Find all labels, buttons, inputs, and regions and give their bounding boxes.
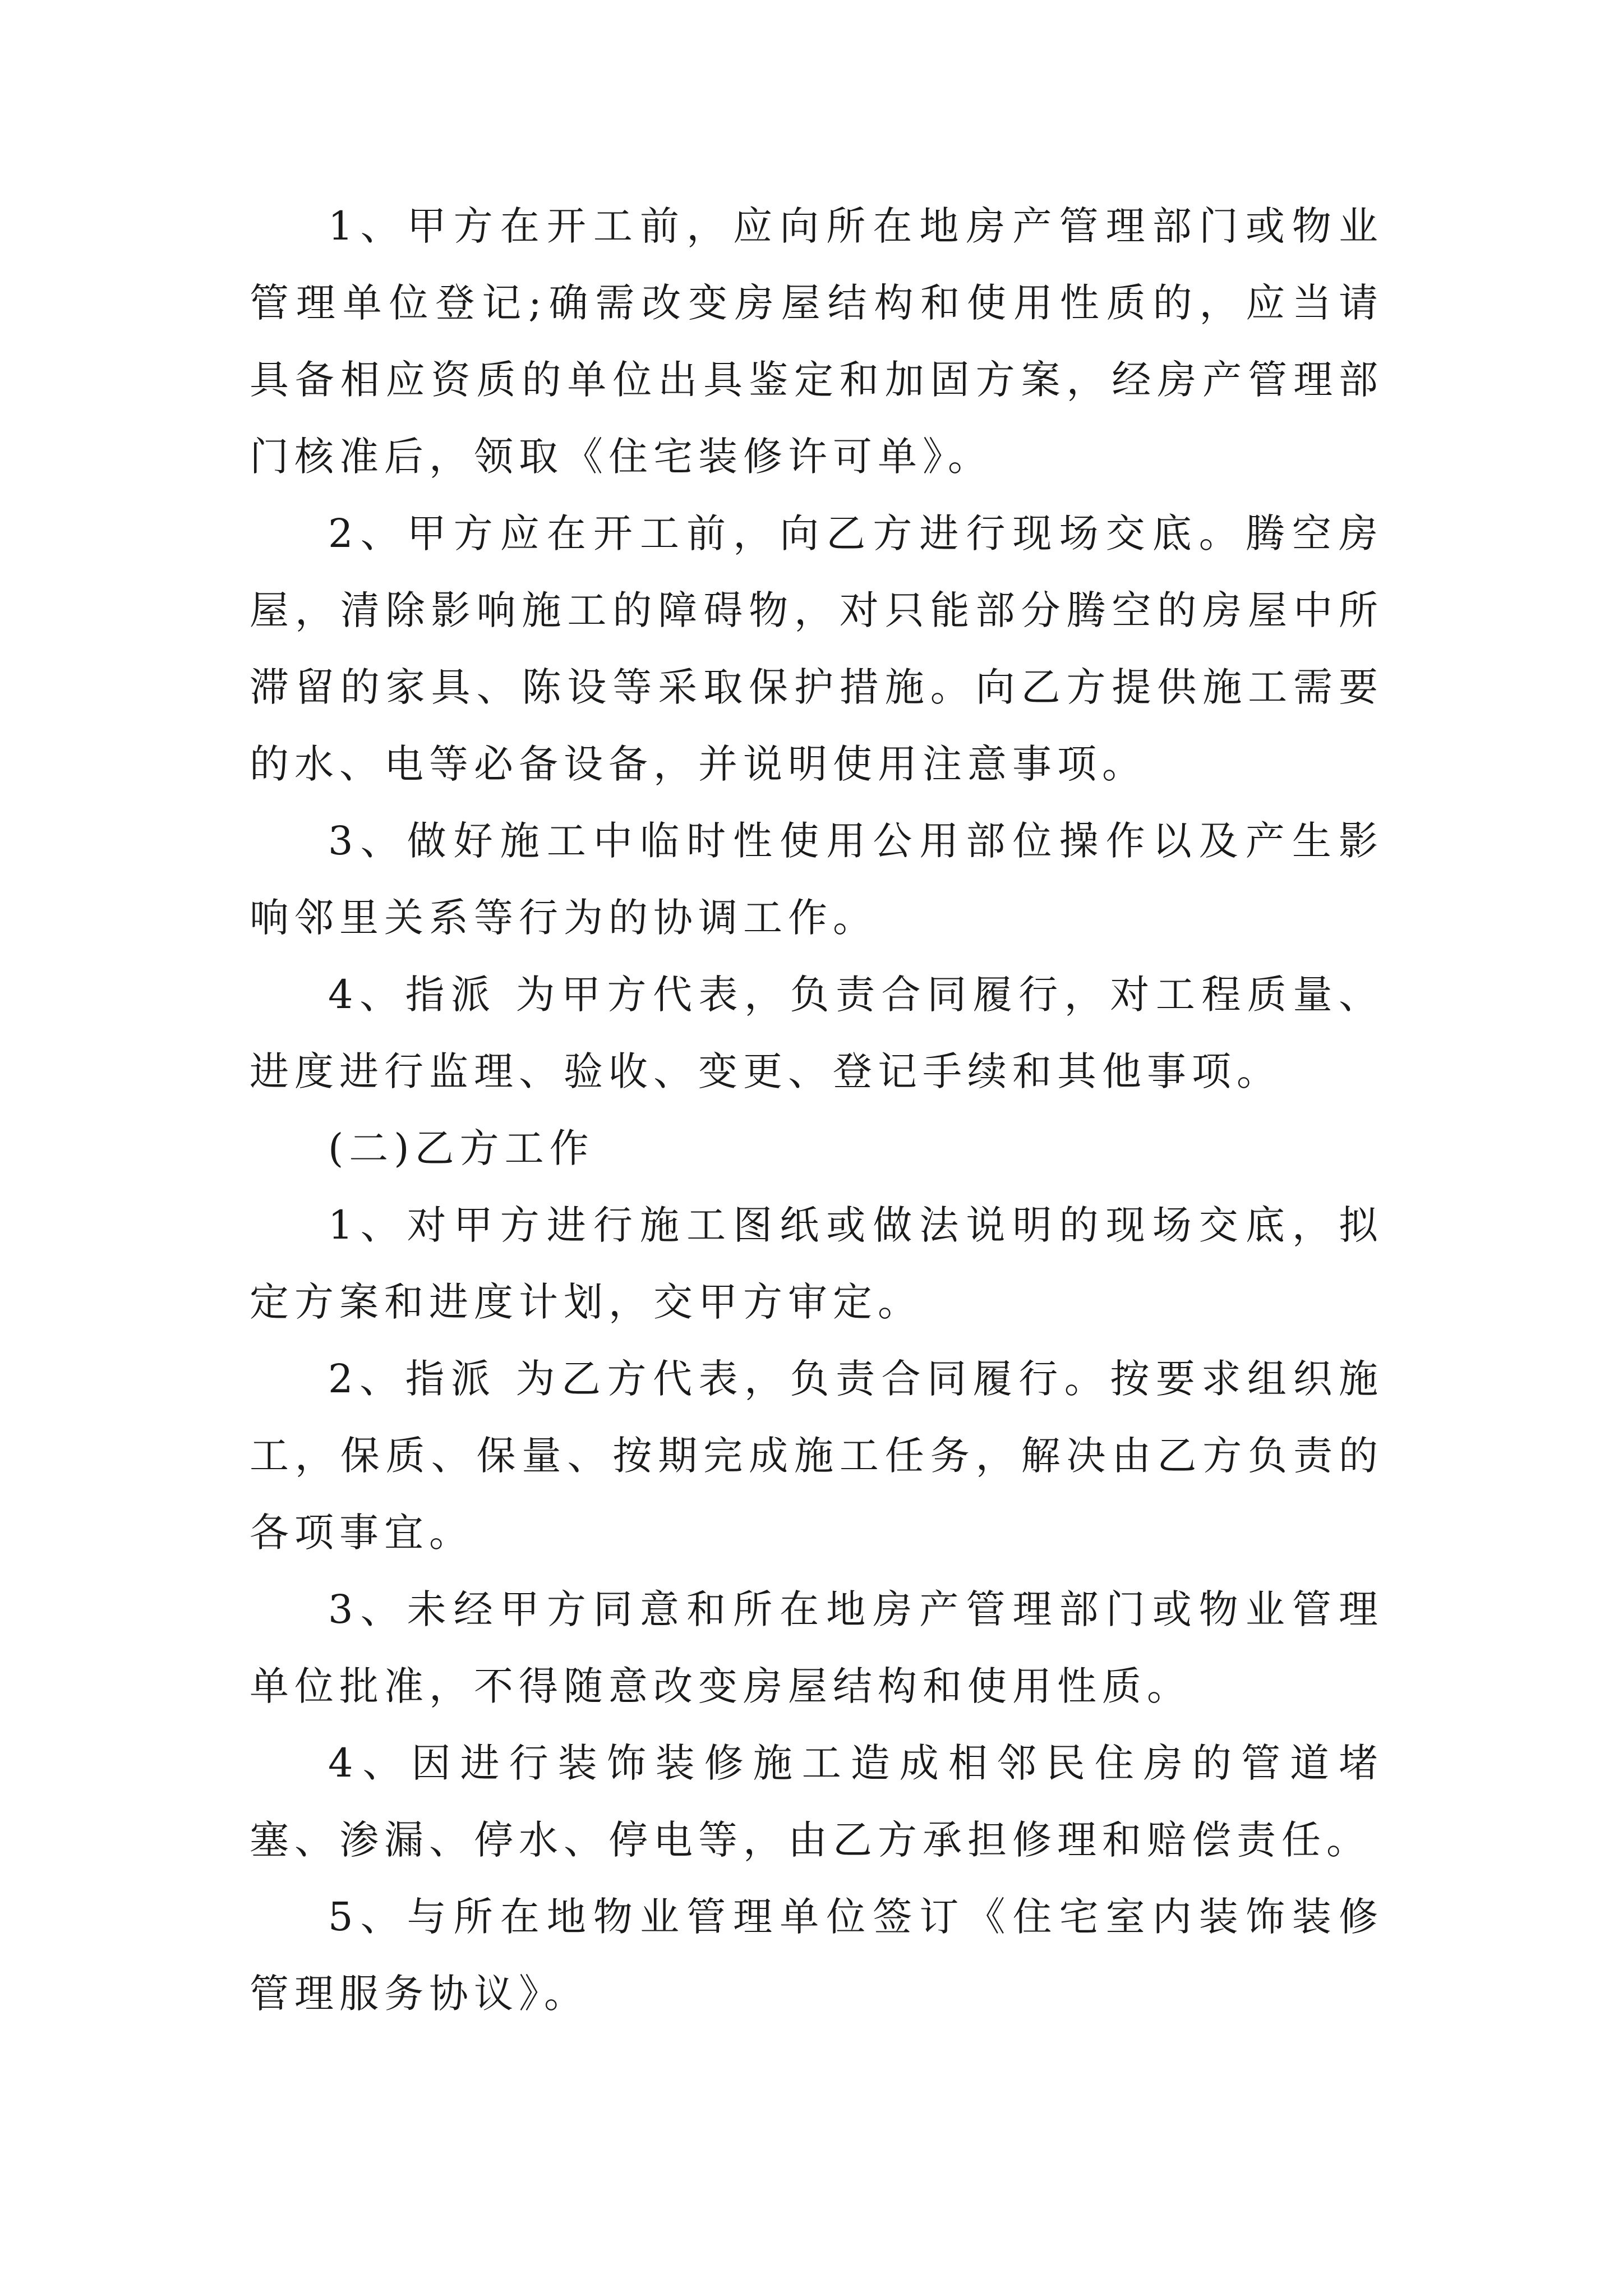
- paragraph-party-a-2: 2、甲方应在开工前，向乙方进行现场交底。腾空房屋，清除影响施工的障碍物，对只能部分腾空的房屋中所滞留的家具、陈设等采取保护措施。向乙方提供施工需要的水、电等必备设备，并说明使用注意事项。: [250, 510, 1384, 787]
- paragraph-party-a-1: 1、甲方在开工前，应向所在地房产管理部门或物业管理单位登记;确需改变房屋结构和使用性质的，应当请具备相应资质的单位出具鉴定和加固方案，经房产管理部门核准后，领取《住宅装修许可单》。: [250, 203, 1384, 480]
- paragraph-party-b-1: 1、对甲方进行施工图纸或做法说明的现场交底，拟定方案和进度计划，交甲方审定。: [250, 1202, 1384, 1325]
- paragraph-party-b-3: 3、未经甲方同意和所在地房产管理部门或物业管理单位批准，不得随意改变房屋结构和使用性质。: [250, 1586, 1384, 1709]
- paragraph-party-b-4: 4、因进行装饰装修施工造成相邻民住房的管道堵塞、渗漏、停水、停电等，由乙方承担修理和赔偿责任。: [250, 1740, 1384, 1863]
- paragraph-party-b-2: 2、指派 为乙方代表，负责合同履行。按要求组织施工，保质、保量、按期完成施工任务，解决由乙方负责的各项事宜。: [250, 1356, 1384, 1556]
- paragraph-party-a-4: 4、指派 为甲方代表，负责合同履行，对工程质量、进度进行监理、验收、变更、登记手续和其他事项。: [250, 972, 1384, 1094]
- document-body: [250, 188, 1384, 2032]
- paragraph-party-a-3: 3、做好施工中临时性使用公用部位操作以及产生影响邻里关系等行为的协调工作。: [250, 818, 1384, 941]
- paragraph-party-b-5: 5、与所在地物业管理单位签订《住宅室内装饰装修管理服务协议》。: [250, 1894, 1384, 2017]
- section-heading-party-b: (二)乙方工作: [328, 1125, 594, 1171]
